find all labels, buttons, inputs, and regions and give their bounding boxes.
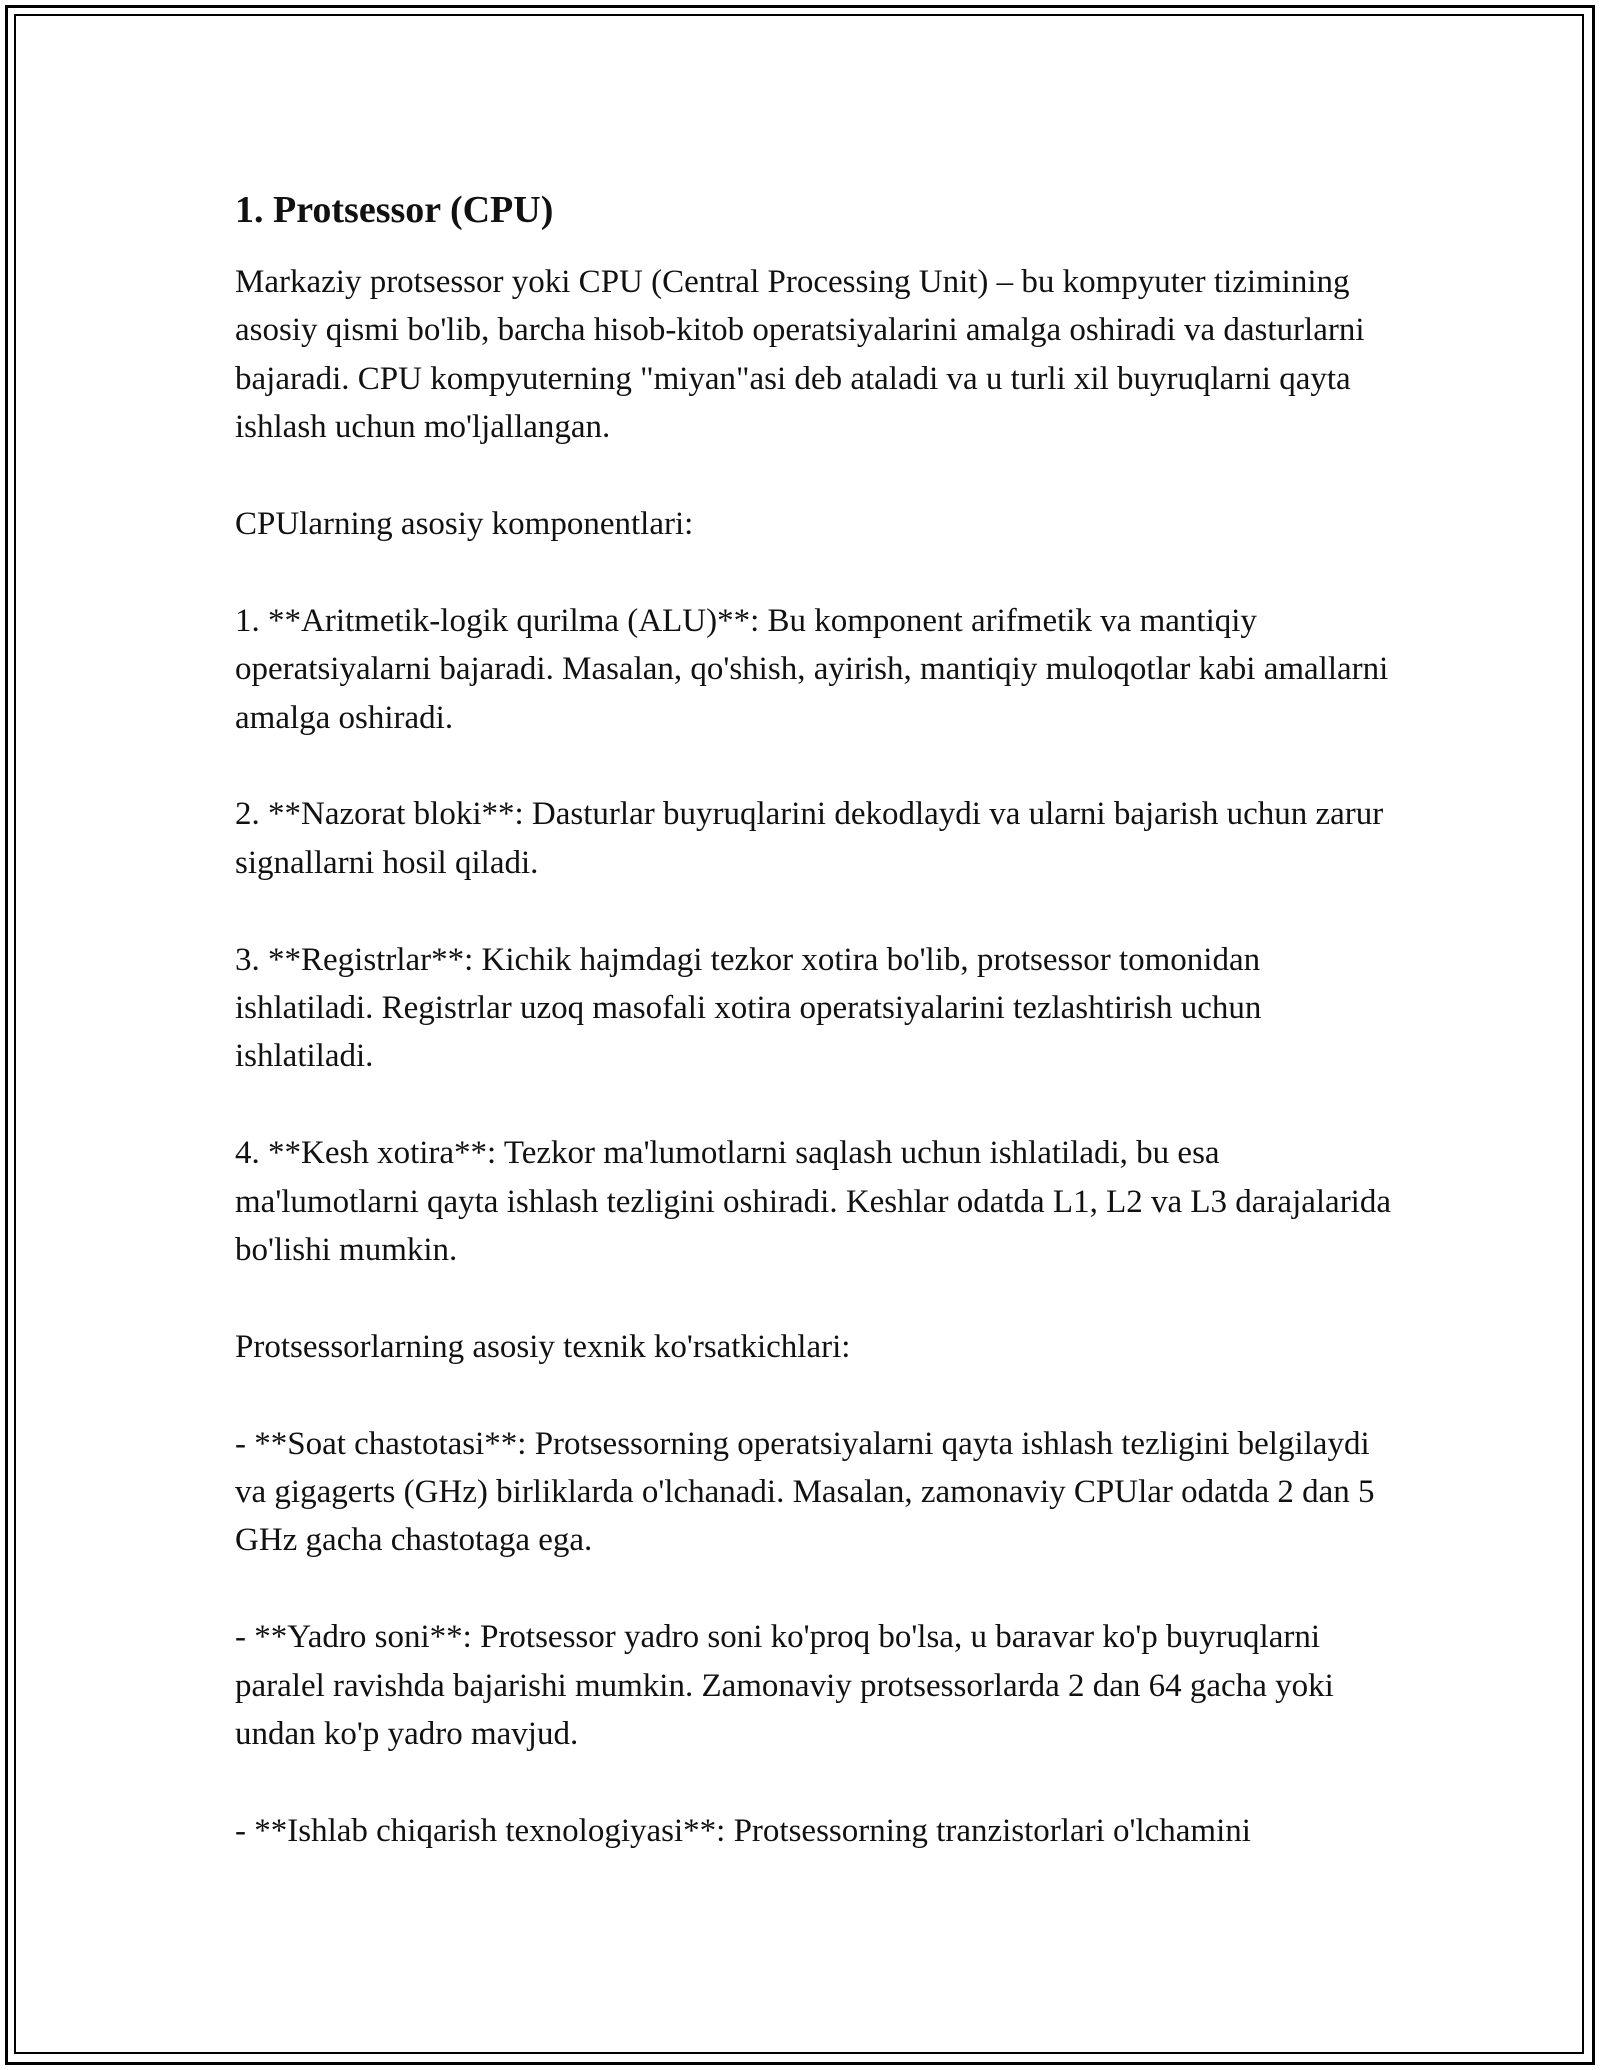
paragraph-intro: Markaziy protsessor yoki CPU (Central Processing Unit) – bu kompyuter tizimining asosiy qismi bo'lib, barcha hisob-kitob operatsiyalarini amalga oshiradi va dasturlarni bajaradi. CPU kompyuterning "miyan"asi deb ataladi va u turli xil buyruqlarni qayta ishlash uchun mo'ljallangan. <box>235 264 1365 446</box>
paragraph-core-count: - **Yadro soni**: Protsessor yadro soni ko'proq bo'lsa, u baravar ko'p buyruqlarni paralel ravishda bajarishi mumkin. Zamonaviy protsessorlarda 2 dan 64 gacha yoki undan ko'p yadro mavjud. <box>235 1619 1334 1753</box>
document-body <box>235 186 1395 1904</box>
page-title: 1. Protsessor (CPU) <box>235 189 554 231</box>
paragraph-control-unit: 2. **Nazorat bloki**: Dasturlar buyruqlarini dekodlaydi va ularni bajarish uchun zarur signallarni hosil qiladi. <box>235 796 1384 881</box>
paragraph-components-heading: CPUlarning asosiy komponentlari: <box>235 506 694 543</box>
paragraph-cache: 4. **Kesh xotira**: Tezkor ma'lumotlarni saqlash uchun ishlatiladi, bu esa ma'lumotlarni qayta ishlash tezligini oshiradi. Keshlar odatda L1, L2 va L3 darajalarida bo'lishi mumkin. <box>235 1135 1391 1269</box>
paragraph-alu: 1. **Aritmetik-logik qurilma (ALU)**: Bu komponent arifmetik va mantiqiy operatsiyalarni bajaradi. Masalan, qo'shish, ayirish, mantiqiy muloqotlar kabi amallarni amalga oshiradi. <box>235 602 1389 736</box>
paragraph-specs-heading: Protsessorlarning asosiy texnik ko'rsatkichlari: <box>235 1328 851 1365</box>
paragraph-process-technology: - **Ishlab chiqarish texnologiyasi**: Protsessorning tranzistorlari o'lchamini <box>235 1812 1251 1849</box>
paragraph-clock-speed: - **Soat chastotasi**: Protsessorning operatsiyalarni qayta ishlash tezligini belgilaydi va gigagerts (GHz) birliklarda o'lchanadi. Masalan, zamonaviy CPUlar odatda 2 dan 5 GHz gacha chastotaga ega. <box>235 1425 1375 1559</box>
paragraph-registers: 3. **Registrlar**: Kichik hajmdagi tezkor xotira bo'lib, protsessor tomonidan ishlatiladi. Registrlar uzoq masofali xotira operatsiyalarini tezlashtirish uchun ishlatiladi. <box>235 941 1262 1075</box>
